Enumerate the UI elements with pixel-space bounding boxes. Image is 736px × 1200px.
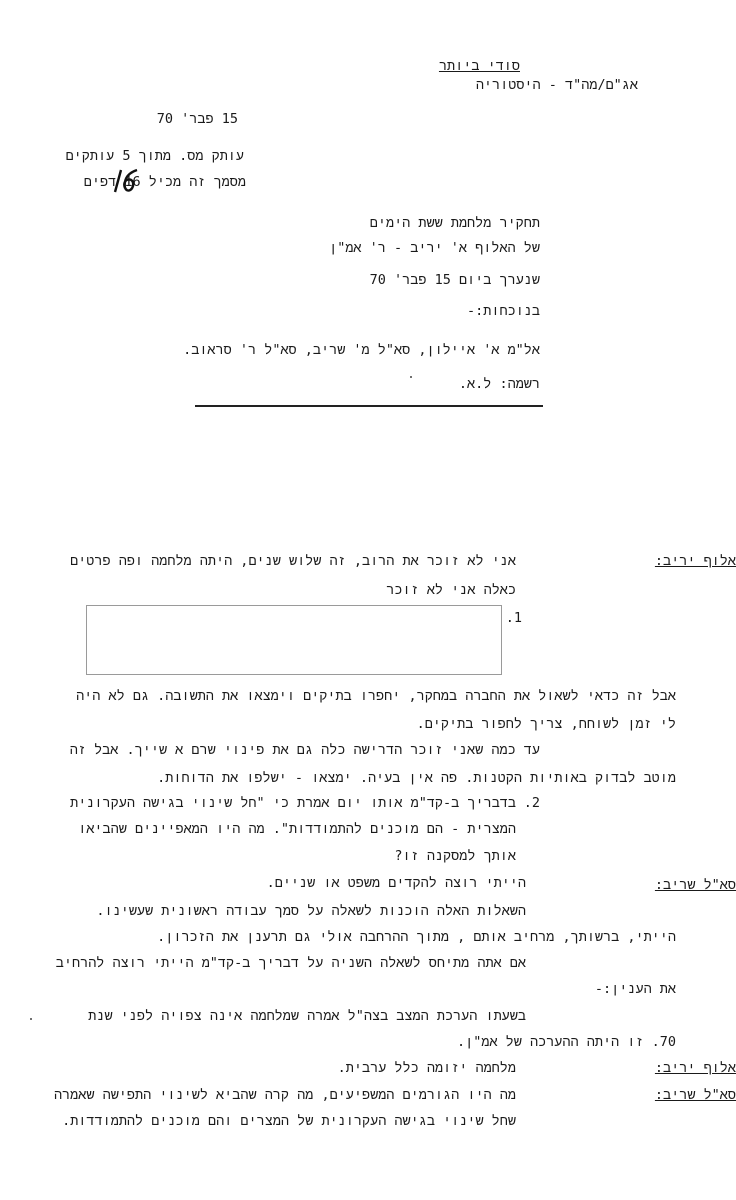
transcript-line: אני לא זוכר את הרוב, זה שלוש שנים, היתה מלחמה ופה פרטים xyxy=(70,553,516,569)
transcript-line: הייתי רוצה להקדים משפט או שניים. xyxy=(266,875,526,891)
transcript-line: אותך למסקנה זו? xyxy=(394,848,516,864)
transcript-line: מה היו הגורמים המשפיעים, מה קרה שהביא לשינוי התפישה שאמרה xyxy=(53,1087,516,1103)
copy-number-line: עותק מס. מתוך 5 עותקים xyxy=(65,148,244,164)
item-number: 1. xyxy=(505,610,522,626)
classification-heading: סודי ביותר xyxy=(438,58,520,74)
transcript-line: 70. זו היתה ההערכה של אמ"ן. xyxy=(456,1034,676,1050)
speaker-label-yariv: אלוף יריב: xyxy=(654,1060,736,1076)
transcript-line: השאלות האלה הוכנות לשאלה על סמך עבודה ראשונית שעשינו. xyxy=(96,903,526,919)
speaker-label-sharev: סא"ל שריב: xyxy=(654,1087,736,1103)
transcript-line: עד כמה שאני זוכר הדרישה כלה גם את פינוי שרם א שייך. אבל זה xyxy=(69,742,540,758)
transcript-line: שחל שינוי בגישה העקרונית של המצרים והם מוכנים להתמודדות. xyxy=(62,1113,516,1129)
transcript-line: לי זמן לשוחח, צריך לחפור בתיקים. xyxy=(416,716,676,732)
speaker-label-yariv: אלוף יריב: xyxy=(654,553,736,569)
transcript-line: בדבריך ב-קד"מ אותו יום אמרת כי "חל שינוי בגישה העקרונית xyxy=(70,795,516,811)
transcript-line: הייתי, ברשותך, מרחיב אותם , מתוך ההרחבה אולי גם תרענן את הזכרון. xyxy=(157,929,676,945)
stray-mark xyxy=(410,376,412,378)
transcript-line: אבל זה כדאי לשאול את החברה במחקר, יחפרו בתיקים וימצאו את התשובה. גם לא היה xyxy=(76,688,676,704)
transcript-line: בשעתו הערכת המצב בצה"ל אמרה שמלחמה אינה צפויה לפני שנת xyxy=(88,1008,526,1024)
document-date: 15 פבר' 70 xyxy=(156,111,238,127)
handwritten-page-count xyxy=(111,166,141,196)
transcript-line: את הענין:- xyxy=(594,981,676,997)
item-number: 2. xyxy=(523,795,540,811)
present-label: בנוכחות:- xyxy=(467,303,540,319)
speaker-label-sharev: סא"ל שריב: xyxy=(654,877,736,893)
transcript-line: אם אתה מתיחס לשאלה השניה על דבריך ב-קד"מ הייתי רוצה להרחיב xyxy=(55,955,526,971)
transcript-line: המצרית - הם מוכנים להתמודדות". מה היו המאפיינים שהביאו xyxy=(78,821,516,837)
held-on-date: שנערך ביום 15 פבר' 70 xyxy=(369,272,540,288)
document-title: תחקיר מלחמת ששת הימים xyxy=(369,215,540,231)
recorder-line: רשמה: ל.א. xyxy=(458,376,540,392)
unit-label: אג"ם/מה"ד - היסטוריה xyxy=(475,77,638,93)
transcript-line: מלחמה יזומה כלל ערבית. xyxy=(337,1060,516,1076)
redacted-box xyxy=(86,605,502,675)
transcript-line: כאלה אני לא זוכר xyxy=(386,582,516,598)
present-names: אל"מ א' איילון, סא"ל מ' שריב, סא"ל ר' סראוב. xyxy=(183,342,540,358)
header-divider xyxy=(195,405,543,407)
transcript-line: מוטב לבדוק באותיות הקטנות. פה אין בעיה. ימצאו - ישלפו את הדוחות. xyxy=(157,770,676,786)
stray-mark xyxy=(30,1018,32,1020)
page-count-line: מסמך זה מכיל 16 דפים xyxy=(83,174,246,190)
document-subject: של האלוף א' יריב - ר' אמ"ן xyxy=(329,240,540,256)
